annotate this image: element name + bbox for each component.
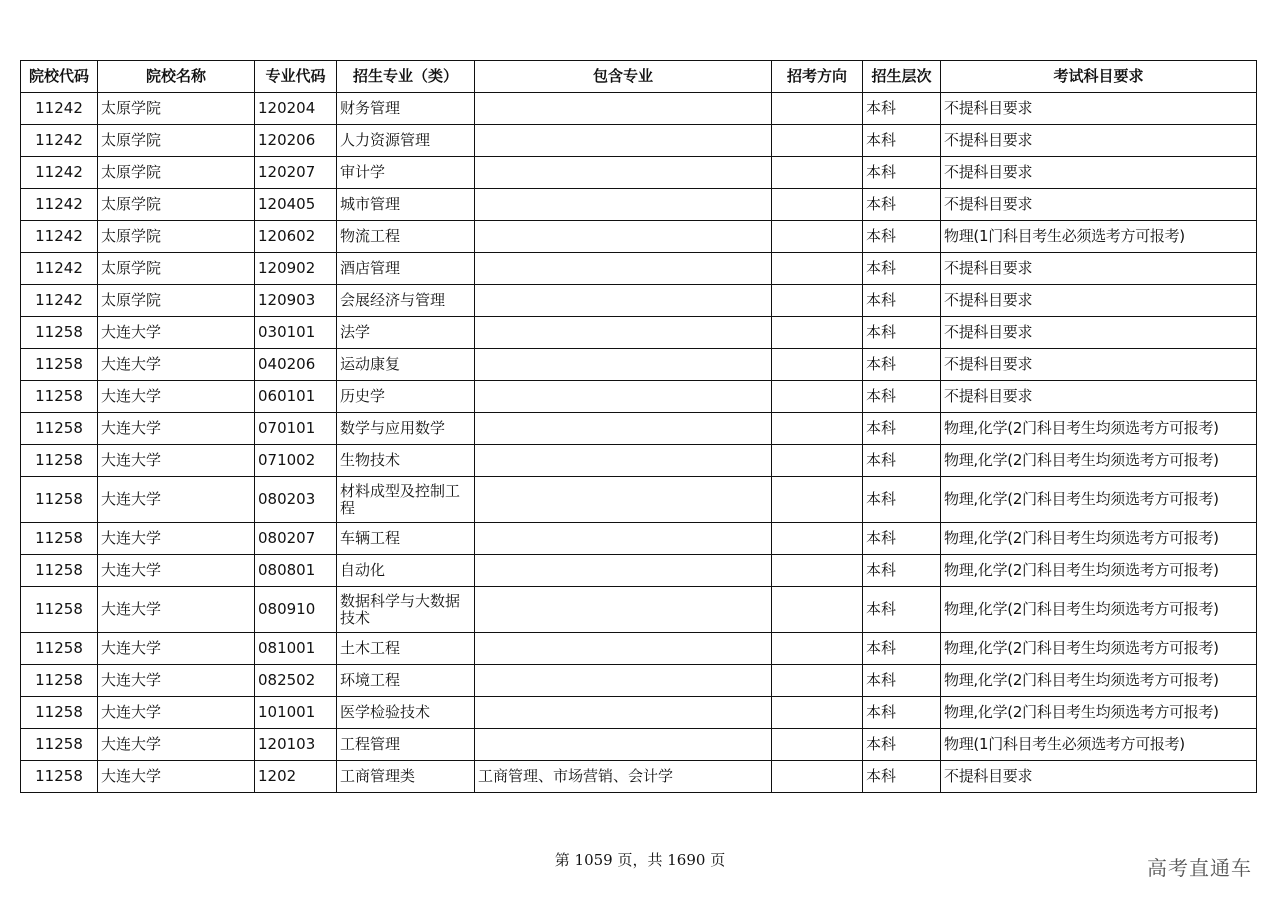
level-cell: 本科: [863, 221, 941, 253]
school-name-cell: 大连大学: [98, 587, 255, 633]
school-code-cell: 11258: [21, 445, 98, 477]
major-code-cell: 120903: [255, 285, 337, 317]
school-code-cell: 11258: [21, 697, 98, 729]
major-code-cell: 081001: [255, 633, 337, 665]
major-cell: 自动化: [337, 555, 475, 587]
level-cell: 本科: [863, 285, 941, 317]
major-code-cell: 120204: [255, 93, 337, 125]
direction-cell: [772, 555, 863, 587]
table-row: [21, 587, 1257, 633]
school-name-cell: 大连大学: [98, 761, 255, 793]
requirement-cell: 不提科目要求: [941, 93, 1257, 125]
includes-cell: [475, 729, 772, 761]
direction-cell: [772, 729, 863, 761]
major-cell: 审计学: [337, 157, 475, 189]
requirement-cell: 物理(1门科目考生必须选考方可报考): [941, 221, 1257, 253]
direction-cell: [772, 587, 863, 633]
table-row: [21, 555, 1257, 587]
major-code-cell: 1202: [255, 761, 337, 793]
direction-cell: [772, 317, 863, 349]
level-cell: 本科: [863, 413, 941, 445]
school-code-cell: 11242: [21, 189, 98, 221]
level-cell: 本科: [863, 633, 941, 665]
table-row: [21, 349, 1257, 381]
includes-cell: [475, 445, 772, 477]
table-row: [21, 761, 1257, 793]
school-name-cell: 太原学院: [98, 157, 255, 189]
table-row: [21, 381, 1257, 413]
table-row: [21, 189, 1257, 221]
page-footer: 第 1059 页，共 1690 页: [554, 851, 726, 869]
major-cell: 工商管理类: [337, 761, 475, 793]
includes-cell: [475, 587, 772, 633]
school-code-cell: 11258: [21, 555, 98, 587]
requirement-cell: 不提科目要求: [941, 349, 1257, 381]
table-row: [21, 729, 1257, 761]
direction-cell: [772, 523, 863, 555]
direction-cell: [772, 381, 863, 413]
level-cell: 本科: [863, 445, 941, 477]
school-code-cell: 11242: [21, 125, 98, 157]
major-cell: 法学: [337, 317, 475, 349]
school-name-cell: 太原学院: [98, 93, 255, 125]
table-row: [21, 413, 1257, 445]
major-cell: 运动康复: [337, 349, 475, 381]
level-cell: 本科: [863, 665, 941, 697]
requirement-cell: 不提科目要求: [941, 253, 1257, 285]
table-row: [21, 445, 1257, 477]
admissions-table: [20, 60, 1257, 793]
requirement-cell: 物理,化学(2门科目考生均须选考方可报考): [941, 523, 1257, 555]
major-code-cell: 120206: [255, 125, 337, 157]
direction-cell: [772, 349, 863, 381]
table-row: [21, 317, 1257, 349]
school-code-cell: 11242: [21, 93, 98, 125]
table-row: [21, 253, 1257, 285]
includes-cell: [475, 665, 772, 697]
requirement-cell: 物理(1门科目考生必须选考方可报考): [941, 729, 1257, 761]
school-name-cell: 太原学院: [98, 253, 255, 285]
level-cell: 本科: [863, 477, 941, 523]
includes-cell: [475, 93, 772, 125]
school-code-cell: 11242: [21, 157, 98, 189]
school-code-cell: 11258: [21, 523, 98, 555]
school-name-cell: 大连大学: [98, 523, 255, 555]
direction-cell: [772, 697, 863, 729]
level-cell: 本科: [863, 523, 941, 555]
school-name-cell: 大连大学: [98, 477, 255, 523]
level-cell: 本科: [863, 349, 941, 381]
includes-cell: [475, 381, 772, 413]
major-code-cell: 120207: [255, 157, 337, 189]
level-cell: 本科: [863, 157, 941, 189]
level-cell: 本科: [863, 761, 941, 793]
header-requirement: 考试科目要求: [941, 61, 1257, 93]
header-includes: 包含专业: [475, 61, 772, 93]
major-code-cell: 080207: [255, 523, 337, 555]
major-cell: 人力资源管理: [337, 125, 475, 157]
includes-cell: [475, 317, 772, 349]
direction-cell: [772, 285, 863, 317]
school-code-cell: 11258: [21, 761, 98, 793]
direction-cell: [772, 761, 863, 793]
table-row: [21, 523, 1257, 555]
requirement-cell: 不提科目要求: [941, 157, 1257, 189]
level-cell: 本科: [863, 189, 941, 221]
table-row: [21, 157, 1257, 189]
direction-cell: [772, 413, 863, 445]
header-school-name: 院校名称: [98, 61, 255, 93]
school-name-cell: 大连大学: [98, 317, 255, 349]
major-cell: 土木工程: [337, 633, 475, 665]
major-cell: 物流工程: [337, 221, 475, 253]
direction-cell: [772, 445, 863, 477]
school-code-cell: 11258: [21, 665, 98, 697]
requirement-cell: 不提科目要求: [941, 125, 1257, 157]
school-name-cell: 大连大学: [98, 729, 255, 761]
includes-cell: [475, 555, 772, 587]
school-name-cell: 太原学院: [98, 189, 255, 221]
major-code-cell: 120103: [255, 729, 337, 761]
major-code-cell: 080801: [255, 555, 337, 587]
major-cell: 财务管理: [337, 93, 475, 125]
major-code-cell: 040206: [255, 349, 337, 381]
requirement-cell: 物理,化学(2门科目考生均须选考方可报考): [941, 445, 1257, 477]
header-major-code: 专业代码: [255, 61, 337, 93]
school-code-cell: 11258: [21, 317, 98, 349]
requirement-cell: 物理,化学(2门科目考生均须选考方可报考): [941, 555, 1257, 587]
major-code-cell: 120405: [255, 189, 337, 221]
major-code-cell: 120602: [255, 221, 337, 253]
direction-cell: [772, 665, 863, 697]
major-cell: 生物技术: [337, 445, 475, 477]
school-name-cell: 大连大学: [98, 445, 255, 477]
includes-cell: [475, 413, 772, 445]
header-school-code: 院校代码: [21, 61, 98, 93]
includes-cell: [475, 349, 772, 381]
major-cell: 会展经济与管理: [337, 285, 475, 317]
table-row: [21, 285, 1257, 317]
school-code-cell: 11258: [21, 633, 98, 665]
school-name-cell: 大连大学: [98, 349, 255, 381]
major-cell: 数据科学与大数据技术: [337, 587, 475, 633]
requirement-cell: 不提科目要求: [941, 317, 1257, 349]
includes-cell: [475, 697, 772, 729]
major-cell: 环境工程: [337, 665, 475, 697]
includes-cell: [475, 285, 772, 317]
school-name-cell: 大连大学: [98, 697, 255, 729]
direction-cell: [772, 125, 863, 157]
school-code-cell: 11258: [21, 413, 98, 445]
school-code-cell: 11258: [21, 729, 98, 761]
level-cell: 本科: [863, 697, 941, 729]
table-row: [21, 125, 1257, 157]
table-row: [21, 665, 1257, 697]
requirement-cell: 物理,化学(2门科目考生均须选考方可报考): [941, 413, 1257, 445]
requirement-cell: 物理,化学(2门科目考生均须选考方可报考): [941, 477, 1257, 523]
includes-cell: [475, 253, 772, 285]
table-row: [21, 93, 1257, 125]
school-name-cell: 大连大学: [98, 413, 255, 445]
school-name-cell: 大连大学: [98, 381, 255, 413]
table-row: [21, 477, 1257, 523]
major-code-cell: 080203: [255, 477, 337, 523]
school-code-cell: 11258: [21, 381, 98, 413]
requirement-cell: 不提科目要求: [941, 381, 1257, 413]
school-name-cell: 太原学院: [98, 125, 255, 157]
level-cell: 本科: [863, 93, 941, 125]
watermark: 高考直通车: [1147, 856, 1252, 880]
direction-cell: [772, 93, 863, 125]
major-code-cell: 030101: [255, 317, 337, 349]
level-cell: 本科: [863, 253, 941, 285]
major-cell: 历史学: [337, 381, 475, 413]
school-code-cell: 11258: [21, 349, 98, 381]
school-code-cell: 11258: [21, 587, 98, 633]
major-code-cell: 071002: [255, 445, 337, 477]
header-major: 招生专业（类）: [337, 61, 475, 93]
school-code-cell: 11242: [21, 253, 98, 285]
requirement-cell: 不提科目要求: [941, 189, 1257, 221]
includes-cell: 工商管理、市场营销、会计学: [475, 761, 772, 793]
direction-cell: [772, 189, 863, 221]
includes-cell: [475, 523, 772, 555]
major-cell: 材料成型及控制工程: [337, 477, 475, 523]
school-name-cell: 大连大学: [98, 633, 255, 665]
requirement-cell: 物理,化学(2门科目考生均须选考方可报考): [941, 697, 1257, 729]
level-cell: 本科: [863, 125, 941, 157]
level-cell: 本科: [863, 381, 941, 413]
requirement-cell: 物理,化学(2门科目考生均须选考方可报考): [941, 633, 1257, 665]
table-body: [21, 93, 1257, 793]
includes-cell: [475, 157, 772, 189]
major-cell: 酒店管理: [337, 253, 475, 285]
level-cell: 本科: [863, 729, 941, 761]
requirement-cell: 物理,化学(2门科目考生均须选考方可报考): [941, 665, 1257, 697]
major-code-cell: 120902: [255, 253, 337, 285]
school-name-cell: 大连大学: [98, 555, 255, 587]
direction-cell: [772, 477, 863, 523]
includes-cell: [475, 125, 772, 157]
direction-cell: [772, 253, 863, 285]
includes-cell: [475, 633, 772, 665]
school-name-cell: 大连大学: [98, 665, 255, 697]
school-name-cell: 太原学院: [98, 221, 255, 253]
includes-cell: [475, 189, 772, 221]
header-row: [21, 61, 1257, 93]
direction-cell: [772, 221, 863, 253]
level-cell: 本科: [863, 587, 941, 633]
table-row: [21, 697, 1257, 729]
major-cell: 数学与应用数学: [337, 413, 475, 445]
requirement-cell: 不提科目要求: [941, 285, 1257, 317]
includes-cell: [475, 221, 772, 253]
major-cell: 医学检验技术: [337, 697, 475, 729]
school-code-cell: 11242: [21, 221, 98, 253]
requirement-cell: 物理,化学(2门科目考生均须选考方可报考): [941, 587, 1257, 633]
includes-cell: [475, 477, 772, 523]
requirement-cell: 不提科目要求: [941, 761, 1257, 793]
major-cell: 城市管理: [337, 189, 475, 221]
level-cell: 本科: [863, 317, 941, 349]
major-code-cell: 082502: [255, 665, 337, 697]
table-row: [21, 221, 1257, 253]
school-code-cell: 11242: [21, 285, 98, 317]
school-code-cell: 11258: [21, 477, 98, 523]
header-direction: 招考方向: [772, 61, 863, 93]
major-cell: 工程管理: [337, 729, 475, 761]
header-level: 招生层次: [863, 61, 941, 93]
level-cell: 本科: [863, 555, 941, 587]
direction-cell: [772, 633, 863, 665]
major-code-cell: 101001: [255, 697, 337, 729]
school-name-cell: 太原学院: [98, 285, 255, 317]
major-code-cell: 070101: [255, 413, 337, 445]
major-code-cell: 080910: [255, 587, 337, 633]
table-row: [21, 633, 1257, 665]
major-cell: 车辆工程: [337, 523, 475, 555]
direction-cell: [772, 157, 863, 189]
major-code-cell: 060101: [255, 381, 337, 413]
